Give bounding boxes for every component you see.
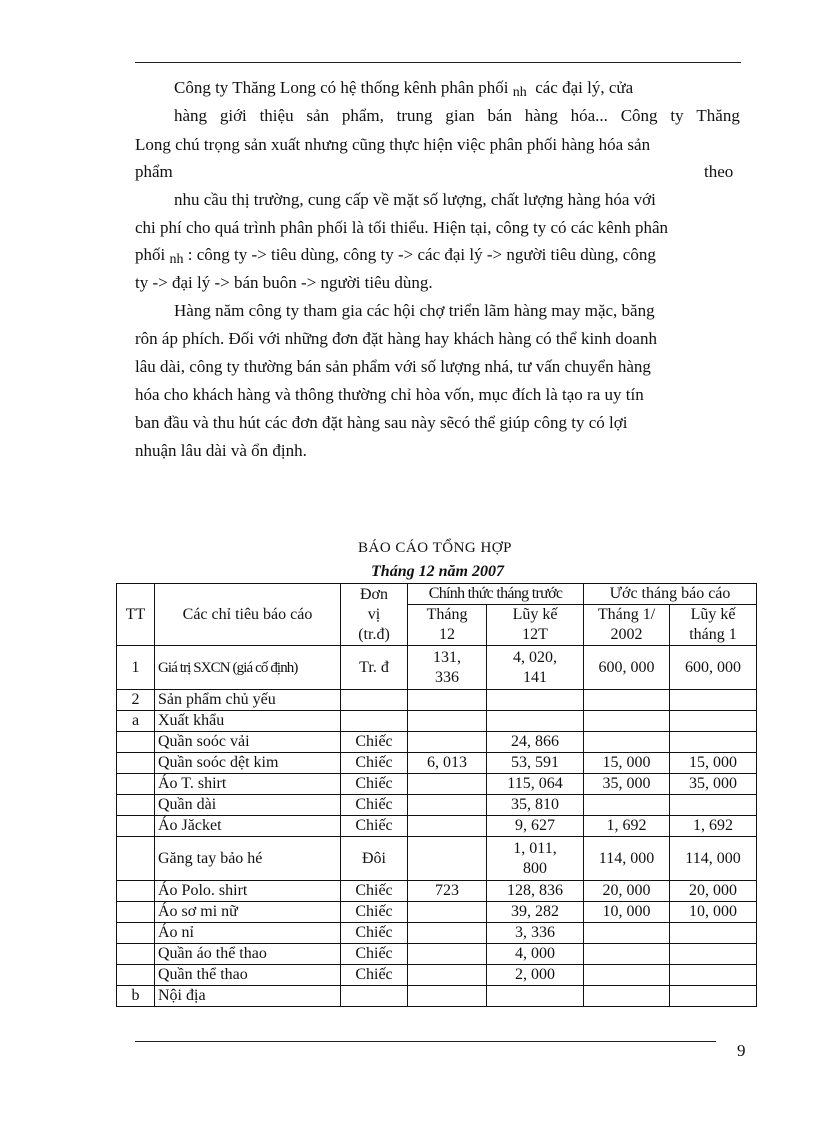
cell-line: 141 (523, 668, 547, 686)
word: hàng (524, 106, 558, 125)
cell-month-1: 15, 000 (584, 753, 670, 774)
footer-rule (135, 1041, 716, 1042)
header-tt: TT (117, 584, 155, 646)
report-table (116, 583, 757, 1007)
word: thiệu (259, 106, 294, 125)
header-group-estimate: Ước tháng báo cáo (584, 584, 757, 605)
cell-cumulative-1 (670, 923, 757, 944)
text-fragment: : công ty -> tiêu dùng, công ty -> các đại lý -> người tiêu dùng, công (187, 245, 656, 264)
cell-unit: Chiếc (341, 965, 408, 986)
paragraph-line: hóa cho khách hàng và thông thường chỉ hòa vốn, mục đích là tạo ra uy tín (135, 385, 644, 404)
paragraph-line: Hàng năm công ty tham gia các hội chợ triển lãm hàng may mặc, băng (174, 301, 655, 320)
cell-month-12: 723 (408, 881, 487, 902)
header-line: 12T (522, 626, 548, 643)
cell-cumulative-1: 114, 000 (670, 837, 757, 881)
cell-tt (117, 923, 155, 944)
word: Công (620, 106, 658, 125)
word: trung (396, 106, 433, 125)
cell-name: Quần thể thao (155, 965, 341, 986)
table-row (117, 881, 757, 902)
cell-month-1: 20, 000 (584, 881, 670, 902)
header-line: Lũy kế (690, 606, 736, 623)
cell-month-1: 1, 692 (584, 816, 670, 837)
cell-name: Sản phẩm chủ yếu (155, 690, 341, 711)
table-row (117, 774, 757, 795)
cell-month-1 (584, 690, 670, 711)
subscript-text: nh (512, 85, 527, 100)
cell-month-12 (408, 902, 487, 923)
text-fragment: Công ty Thăng Long có hệ thống kênh phân phối (174, 78, 509, 97)
cell-month-1 (584, 986, 670, 1007)
table-row (117, 837, 757, 881)
cell-cumulative-12 (487, 646, 584, 690)
cell-unit: Chiếc (341, 774, 408, 795)
cell-unit (341, 711, 408, 732)
cell-cumulative-1: 600, 000 (670, 646, 757, 690)
cell-unit: Chiếc (341, 923, 408, 944)
word: giới (219, 106, 247, 125)
header-indicator: Các chỉ tiêu báo cáo (155, 584, 341, 646)
cell-unit: Chiếc (341, 881, 408, 902)
cell-cumulative-1 (670, 944, 757, 965)
cell-month-12 (408, 795, 487, 816)
cell-name: Quần soóc dệt kim (155, 753, 341, 774)
header-month-1 (584, 605, 670, 646)
table-row (117, 732, 757, 753)
cell-cumulative-12: 24, 866 (487, 732, 584, 753)
cell-unit: Chiếc (341, 795, 408, 816)
cell-cumulative-1: 20, 000 (670, 881, 757, 902)
header-line: Tháng (426, 606, 468, 623)
cell-month-1 (584, 944, 670, 965)
paragraph-line: lâu dài, công ty thường bán sản phẩm với số lượng nhá, tư vấn chuyển hàng (135, 357, 651, 376)
cell-cumulative-1 (670, 795, 757, 816)
cell-month-1 (584, 795, 670, 816)
cell-tt (117, 816, 155, 837)
cell-month-1 (584, 732, 670, 753)
cell-month-12 (408, 690, 487, 711)
paragraph-line: ban đầu và thu hút các đơn đặt hàng sau này sẽcó thể giúp công ty có lợi (135, 413, 628, 432)
word: hóa... (570, 106, 608, 125)
cell-line: 4, 020, (513, 648, 557, 666)
cell-tt (117, 902, 155, 923)
cell-cumulative-1: 35, 000 (670, 774, 757, 795)
cell-unit: Tr. đ (341, 646, 408, 690)
cell-cumulative-12: 3, 336 (487, 923, 584, 944)
header-line: 12 (439, 626, 455, 643)
text-fragment: phối (135, 245, 166, 264)
cell-month-1 (584, 711, 670, 732)
cell-cumulative-1: 10, 000 (670, 902, 757, 923)
word: sản (306, 106, 330, 125)
cell-name: Xuất khẩu (155, 711, 341, 732)
cell-month-1: 600, 000 (584, 646, 670, 690)
table-row (117, 816, 757, 837)
header-rule (135, 62, 741, 63)
table-row (117, 965, 757, 986)
cell-cumulative-1 (670, 986, 757, 1007)
table-row (117, 986, 757, 1007)
cell-unit: Đôi (341, 837, 408, 881)
cell-tt (117, 774, 155, 795)
table-row (117, 690, 757, 711)
cell-cumulative-12: 53, 591 (487, 753, 584, 774)
cell-line: 800 (523, 859, 547, 877)
cell-cumulative-12: 115, 064 (487, 774, 584, 795)
table-header-row (117, 584, 757, 605)
cell-month-12 (408, 816, 487, 837)
cell-name: Quần dài (155, 795, 341, 816)
text-fragment: các đại lý, cửa (535, 78, 634, 97)
cell-cumulative-1 (670, 732, 757, 753)
word: ty (670, 106, 684, 125)
header-cumulative-12 (487, 605, 584, 646)
cell-tt: 1 (117, 646, 155, 690)
cell-name: Áo Jăcket (155, 816, 341, 837)
cell-unit: Chiếc (341, 816, 408, 837)
cell-tt (117, 795, 155, 816)
cell-tt (117, 732, 155, 753)
header-cumulative-1 (670, 605, 757, 646)
paragraph-line: nhuận lâu dài và ổn định. (135, 441, 307, 460)
cell-month-12 (408, 965, 487, 986)
header-unit (341, 584, 408, 646)
cell-unit (341, 690, 408, 711)
cell-cumulative-12: 4, 000 (487, 944, 584, 965)
cell-cumulative-1: 1, 692 (670, 816, 757, 837)
cell-name: Nội địa (155, 986, 341, 1007)
paragraph-line: phẩm (135, 162, 173, 181)
word: hàng (174, 106, 208, 125)
paragraph-line: Long chú trọng sản xuất nhưng cũng thực hiện việc phân phối hàng hóa sản (135, 135, 651, 154)
cell-month-12 (408, 923, 487, 944)
paragraph-line: nhu cầu thị trường, cung cấp về mặt số lượng, chất lượng hàng hóa với (174, 190, 656, 209)
cell-cumulative-12: 2, 000 (487, 965, 584, 986)
header-line: Lũy kế (512, 606, 558, 623)
table-row (117, 711, 757, 732)
cell-cumulative-1 (670, 711, 757, 732)
cell-tt (117, 881, 155, 902)
header-line: tháng 1 (689, 626, 737, 643)
cell-month-1: 10, 000 (584, 902, 670, 923)
cell-month-12 (408, 837, 487, 881)
paragraph-line: theo (704, 162, 734, 181)
table-row (117, 795, 757, 816)
word: phẩm, (341, 106, 384, 125)
cell-tt: b (117, 986, 155, 1007)
paragraph-line-justified (174, 106, 740, 126)
cell-month-1 (584, 965, 670, 986)
report-title: BÁO CÁO TỔNG HỢP (358, 540, 512, 556)
cell-month-1 (584, 923, 670, 944)
cell-month-12 (408, 732, 487, 753)
cell-tt: a (117, 711, 155, 732)
paragraph-line (174, 78, 633, 100)
table-row (117, 753, 757, 774)
cell-month-12 (408, 986, 487, 1007)
cell-cumulative-1 (670, 965, 757, 986)
cell-name: Áo T. shirt (155, 774, 341, 795)
header-line: Tháng 1/ (597, 606, 656, 623)
cell-line: 336 (435, 668, 459, 686)
cell-name: Quần áo thể thao (155, 944, 341, 965)
table-row (117, 944, 757, 965)
table-row (117, 646, 757, 690)
cell-cumulative-1: 15, 000 (670, 753, 757, 774)
header-group-previous: Chính thức tháng trước (408, 584, 584, 605)
cell-unit: Chiếc (341, 732, 408, 753)
report-subtitle: Tháng 12 năm 2007 (371, 563, 504, 580)
word: gian (445, 106, 475, 125)
word: bán (487, 106, 512, 125)
cell-unit: Chiếc (341, 902, 408, 923)
header-month-12 (408, 605, 487, 646)
cell-cumulative-12 (487, 837, 584, 881)
cell-month-12 (408, 711, 487, 732)
cell-name: Áo sơ mi nữ (155, 902, 341, 923)
cell-tt (117, 753, 155, 774)
cell-cumulative-12 (487, 986, 584, 1007)
cell-tt: 2 (117, 690, 155, 711)
table-row (117, 902, 757, 923)
cell-unit: Chiếc (341, 753, 408, 774)
page-number: 9 (737, 1041, 746, 1060)
cell-name: Giá trị SXCN (giá cố định) (155, 646, 341, 690)
cell-month-12 (408, 646, 487, 690)
cell-month-12 (408, 944, 487, 965)
paragraph-line: chi phí cho quá trình phân phối là tối thiểu. Hiện tại, công ty có các kênh phân (135, 218, 668, 237)
word: Thăng (696, 106, 740, 125)
cell-tt (117, 944, 155, 965)
cell-name: Găng tay bảo hé (155, 837, 341, 881)
cell-cumulative-1 (670, 690, 757, 711)
cell-tt (117, 965, 155, 986)
cell-month-12: 6, 013 (408, 753, 487, 774)
cell-name: Quần soóc vải (155, 732, 341, 753)
paragraph-line (135, 245, 656, 267)
cell-cumulative-12 (487, 711, 584, 732)
cell-tt (117, 837, 155, 881)
cell-month-1: 114, 000 (584, 837, 670, 881)
cell-month-1: 35, 000 (584, 774, 670, 795)
header-line: 2002 (610, 626, 643, 643)
cell-unit (341, 986, 408, 1007)
cell-name: Áo nỉ (155, 923, 341, 944)
subscript-text: nh (169, 252, 184, 267)
cell-month-12 (408, 774, 487, 795)
cell-cumulative-12: 39, 282 (487, 902, 584, 923)
paragraph-line: ty -> đại lý -> bán buôn -> người tiêu dùng. (135, 273, 433, 292)
table-row (117, 923, 757, 944)
paragraph-line: rôn áp phích. Đối với những đơn đặt hàng hay khách hàng có thể kinh doanh (135, 329, 657, 348)
cell-unit: Chiếc (341, 944, 408, 965)
cell-name: Áo Polo. shirt (155, 881, 341, 902)
cell-line: 131, (433, 648, 461, 666)
cell-cumulative-12 (487, 690, 584, 711)
cell-cumulative-12: 128, 836 (487, 881, 584, 902)
cell-cumulative-12: 9, 627 (487, 816, 584, 837)
header-unit-line: Đơn (359, 585, 388, 603)
cell-cumulative-12: 35, 810 (487, 795, 584, 816)
header-unit-line: (tr.đ) (358, 625, 390, 643)
cell-line: 1, 011, (513, 839, 557, 857)
header-unit-line: vị (367, 605, 381, 623)
